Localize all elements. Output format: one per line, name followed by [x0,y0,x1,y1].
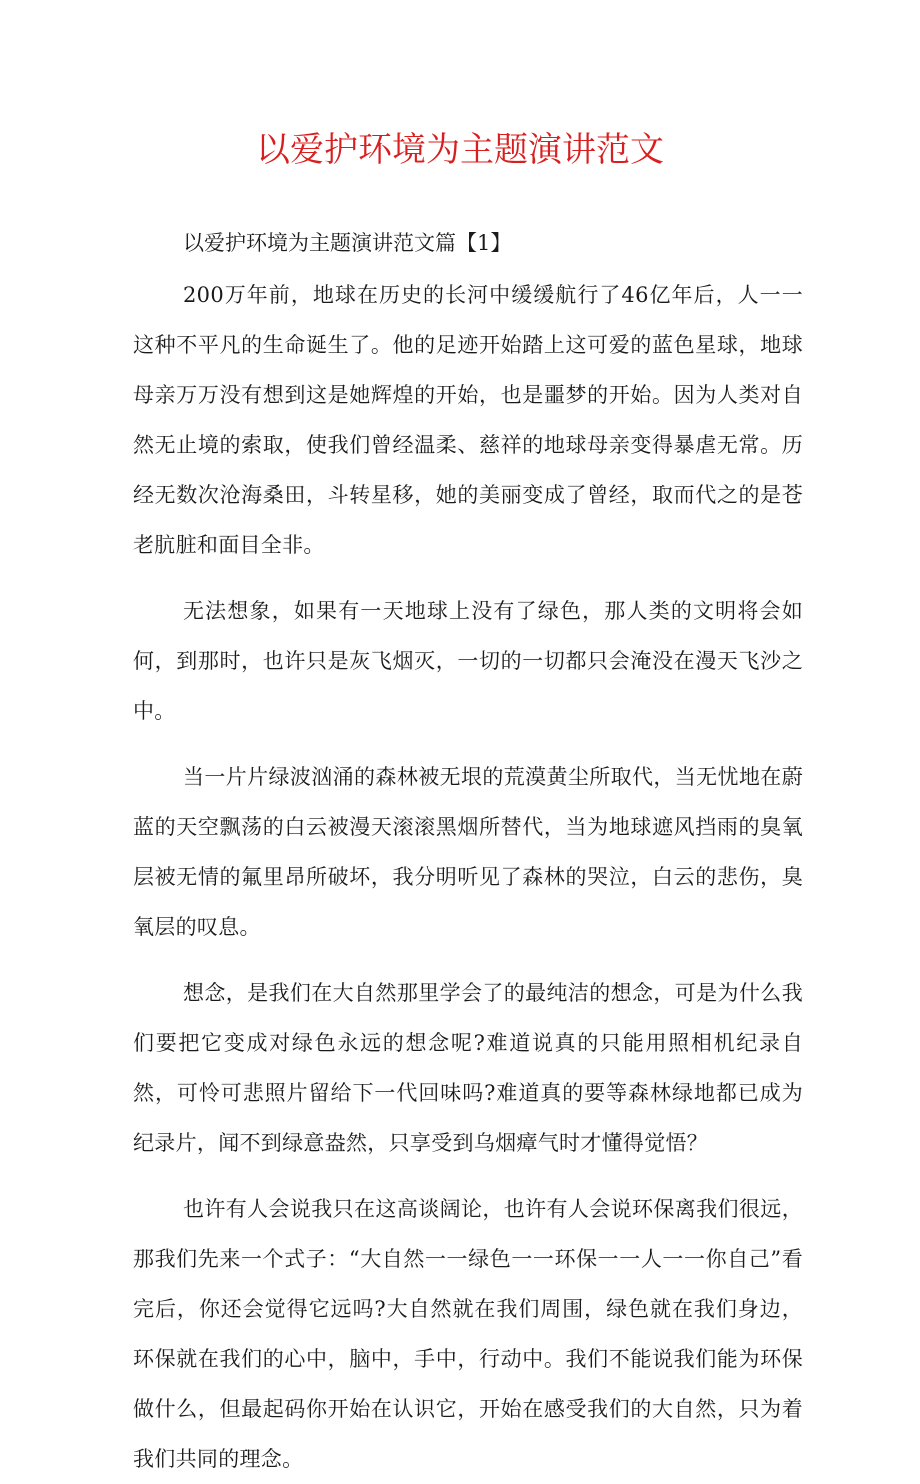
paragraph-3: 当一片片绿波汹涌的森林被无垠的荒漠黄尘所取代，当无忧地在蔚蓝的天空飘荡的白云被漫天滚滚黑烟所替代，当为地球遮风挡雨的臭氧层被无情的氟里昂所破坏，我分明听见了森林的哭泣，白云的悲伤，臭氧层的叹息。 [133,765,803,939]
paragraph-4: 想念，是我们在大自然那里学会了的最纯洁的想念，可是为什么我们要把它变成对绿色永远的想念呢?难道说真的只能用照相机纪录自然，可怜可悲照片留给下一代回味吗?难道真的要等森林绿地都已成为纪录片，闻不到绿意盎然，只享受到乌烟瘴气时才懂得觉悟？ [133,981,803,1155]
paragraph-5: 也许有人会说我只在这高谈阔论，也许有人会说环保离我们很远，那我们先来一个式子：“大自然一一绿色一一环保一一人一一你自己”看完后，你还会觉得它远吗?大自然就在我们周围，绿色就在我们身边，环保就在我们的心中，脑中，手中，行动中。我们不能说我们能为环保做什么，但最起码你开始在认识它，开始在感受我们的大自然，只为着我们共同的理念。 [133,1197,803,1471]
paragraph-1: 200万年前，地球在历史的长河中缓缓航行了46亿年后，人一一这种不平凡的生命诞生了。他的足迹开始踏上这可爱的蓝色星球，地球母亲万万没有想到这是她辉煌的开始，也是噩梦的开始。因为人类对自然无止境的索取，使我们曾经温柔、慈祥的地球母亲变得暴虐无常。历经无数次沧海桑田，斗转星移，她的美丽变成了曾经，取而代之的是苍老肮脏和面目全非。 [133,283,803,557]
document-title: 以爱护环境为主题演讲范文 [256,130,664,170]
document-body [133,222,803,1484]
paragraph-2: 无法想象，如果有一天地球上没有了绿色，那人类的文明将会如何，到那时，也许只是灰飞烟灭，一切的一切都只会淹没在漫天飞沙之中。 [133,599,803,723]
section-heading: 以爱护环境为主题演讲范文篇【1】 [183,231,512,255]
